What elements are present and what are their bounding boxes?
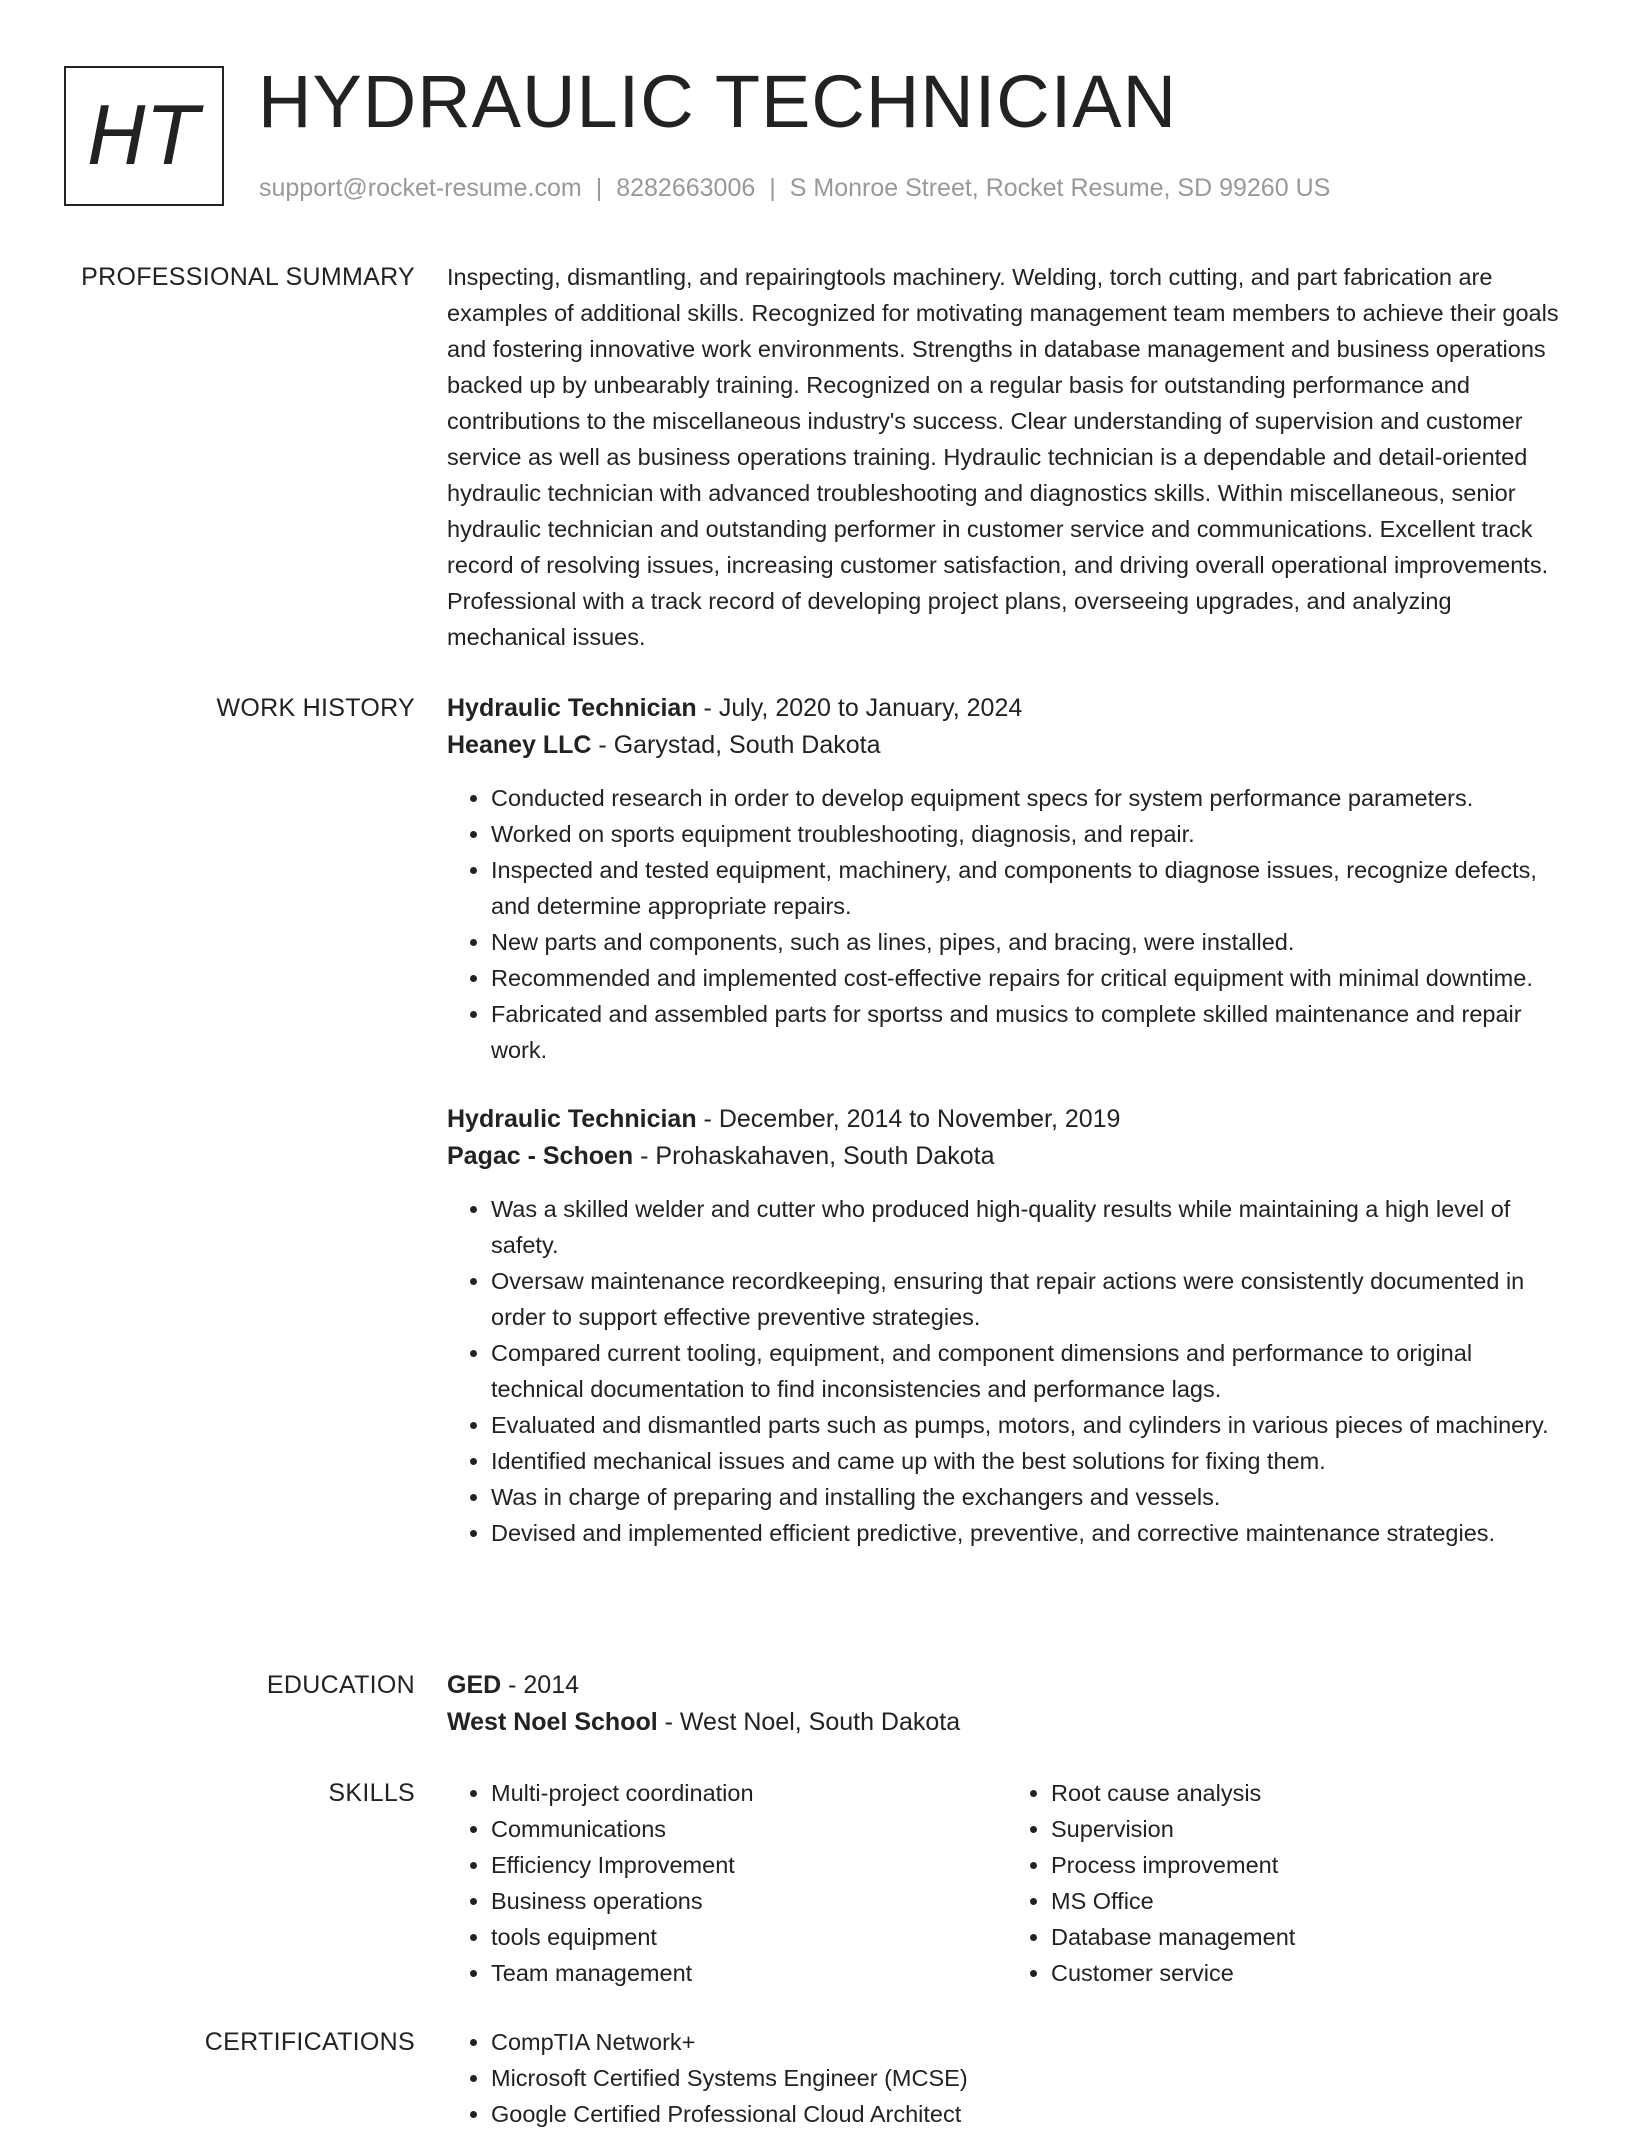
- contact-email: support@rocket-resume.com: [259, 174, 582, 202]
- job-title-line: [447, 690, 1567, 727]
- education-degree-line: [447, 1667, 1567, 1704]
- list-item: • Evaluated and dismantled parts such as pumps, motors, and cylinders in various pieces of machinery.: [491, 1407, 1567, 1443]
- list-item: • Devised and implemented efficient predictive, preventive, and corrective maintenance strategies.: [491, 1515, 1567, 1551]
- contact-phone: 8282663006: [616, 174, 756, 202]
- monogram-initials: HT: [87, 89, 201, 183]
- skills-column-left: [447, 1775, 1007, 1991]
- section-label: CERTIFICATIONS: [204, 2028, 415, 2056]
- skills-column-right: [1007, 1775, 1567, 1991]
- contact-separator: |: [769, 174, 776, 202]
- list-item: • Supervision: [1051, 1811, 1567, 1847]
- section-body: [447, 2024, 1567, 2132]
- list-item: • Communications: [491, 1811, 1007, 1847]
- list-item: • Conducted research in order to develop equipment specs for system performance parameters.: [491, 780, 1567, 816]
- list-item: • Identified mechanical issues and came up with the best solutions for fixing them.: [491, 1443, 1567, 1479]
- education-school: West Noel School: [447, 1708, 658, 1736]
- certifications-list: [447, 2024, 1567, 2132]
- job-location: - Garystad, South Dakota: [591, 731, 881, 759]
- list-item: • Recommended and implemented cost-effective repairs for critical equipment with minimal downtime.: [491, 960, 1567, 996]
- list-item: • Google Certified Professional Cloud Architect: [491, 2096, 1567, 2132]
- contact-line: [259, 174, 1330, 203]
- job-location: - Prohaskahaven, South Dakota: [633, 1142, 995, 1170]
- section-label: EDUCATION: [266, 1671, 415, 1699]
- section-label: SKILLS: [328, 1779, 415, 1807]
- list-item: • Process improvement: [1051, 1847, 1567, 1883]
- section-body: [447, 1667, 1567, 1741]
- section-label: PROFESSIONAL SUMMARY: [81, 263, 415, 291]
- list-item: • Team management: [491, 1955, 1007, 1991]
- summary-text: Inspecting, dismantling, and repairingtools machinery. Welding, torch cutting, and part fabrication are examples of additional skills. Recognized for motivating management team members to achieve their goals and fostering innovative work environments. Strengths in database management and business operations backed up by unbearably training. Recognized on a regular basis for outstanding performance and contributions to the miscellaneous industry's success. Clear understanding of supervision and customer service as well as business operations training. Hydraulic technician is a dependable and detail-oriented hydraulic technician with advanced troubleshooting and diagnostics skills. Within miscellaneous, senior hydraulic technician and outstanding performer in customer service and communications. Excellent track record of resolving issues, increasing customer satisfaction, and driving overall operational improvements. Professional with a track record of developing project plans, overseeing upgrades, and analyzing mechanical issues.: [447, 264, 1559, 650]
- skills-grid: [447, 1775, 1567, 1991]
- list-item: • tools equipment: [491, 1919, 1007, 1955]
- job-company: Pagac - Schoen: [447, 1142, 634, 1170]
- list-item: • MS Office: [1051, 1883, 1567, 1919]
- job-title: Hydraulic Technician: [447, 694, 697, 722]
- job-title: Hydraulic Technician: [447, 1105, 697, 1133]
- job-company-line: [447, 727, 1567, 764]
- monogram-box: [64, 66, 224, 206]
- resume-title: HYDRAULIC TECHNICIAN: [258, 60, 1178, 143]
- job-bullets: [447, 780, 1567, 1068]
- list-item: • CompTIA Network+: [491, 2024, 1567, 2060]
- list-item: • New parts and components, such as lines, pipes, and bracing, were installed.: [491, 924, 1567, 960]
- education-school-line: [447, 1704, 1567, 1741]
- list-item: • Microsoft Certified Systems Engineer (MCSE): [491, 2060, 1567, 2096]
- list-item: • Business operations: [491, 1883, 1007, 1919]
- list-item: • Was in charge of preparing and installing the exchangers and vessels.: [491, 1479, 1567, 1515]
- job-company: Heaney LLC: [447, 731, 592, 759]
- job-dates: - July, 2020 to January, 2024: [696, 694, 1023, 722]
- education-location: - West Noel, South Dakota: [657, 1708, 961, 1736]
- education-degree: GED: [447, 1671, 502, 1699]
- job-dates: - December, 2014 to November, 2019: [696, 1105, 1121, 1133]
- list-item: • Inspected and tested equipment, machinery, and components to diagnose issues, recognize defects, and determine appropriate repairs.: [491, 852, 1567, 924]
- job-company-line: [447, 1138, 1567, 1175]
- list-item: • Customer service: [1051, 1955, 1567, 1991]
- section-body: [447, 690, 1567, 1551]
- list-item: • Root cause analysis: [1051, 1775, 1567, 1811]
- section-body: [447, 259, 1567, 655]
- job-entry: [447, 1101, 1567, 1551]
- contact-address: S Monroe Street, Rocket Resume, SD 99260 US: [789, 174, 1331, 202]
- job-title-line: [447, 1101, 1567, 1138]
- list-item: • Was a skilled welder and cutter who produced high-quality results while maintaining a high level of safety.: [491, 1191, 1567, 1263]
- list-item: • Efficiency Improvement: [491, 1847, 1007, 1883]
- job-bullets: [447, 1191, 1567, 1551]
- education-year: - 2014: [501, 1671, 580, 1699]
- list-item: • Fabricated and assembled parts for sportss and musics to complete skilled maintenance and repair work.: [491, 996, 1567, 1068]
- section-body: [447, 1775, 1567, 1991]
- list-item: • Worked on sports equipment troubleshooting, diagnosis, and repair.: [491, 816, 1567, 852]
- job-entry: [447, 690, 1567, 1068]
- section-label: WORK HISTORY: [216, 694, 415, 722]
- list-item: • Database management: [1051, 1919, 1567, 1955]
- list-item: • Multi-project coordination: [491, 1775, 1007, 1811]
- list-item: • Compared current tooling, equipment, and component dimensions and performance to original technical documentation to find inconsistencies and performance lags.: [491, 1335, 1567, 1407]
- contact-separator: |: [595, 174, 603, 202]
- list-item: • Oversaw maintenance recordkeeping, ensuring that repair actions were consistently documented in order to support effective preventive strategies.: [491, 1263, 1567, 1335]
